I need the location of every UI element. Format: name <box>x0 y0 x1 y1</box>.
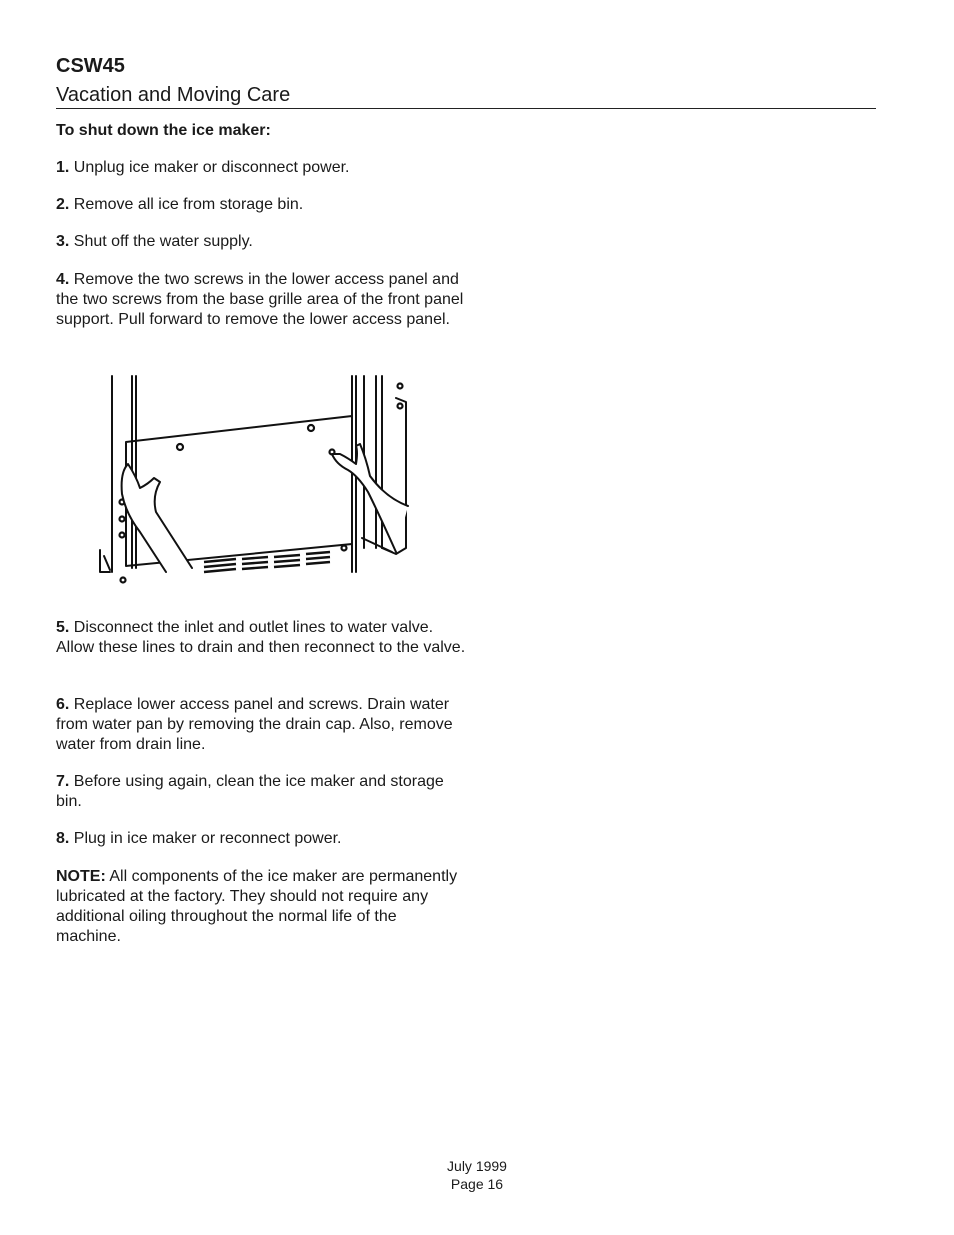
note-text: All components of the ice maker are permanently lubricated at the factory. They should not require any additional oiling throughout the normal life of the machine. <box>56 868 458 945</box>
header-rule <box>56 108 876 109</box>
procedure-subhead: To shut down the ice maker: <box>56 122 271 139</box>
step-number: 6. <box>56 696 70 713</box>
access-panel-illustration <box>96 372 412 586</box>
model-title: CSW45 <box>56 55 125 77</box>
step-3 <box>56 232 466 252</box>
step-text: Disconnect the inlet and outlet lines to water valve. Allow these lines to drain and then reconnect to the valve. <box>56 619 466 656</box>
footer-date: July 1999 <box>447 1158 507 1174</box>
step-text: Remove the two screws in the lower access panel and the two screws from the base grille area of the front panel support. Pull forward to remove the lower access panel. <box>56 271 464 328</box>
step-text: Before using again, clean the ice maker and storage bin. <box>56 773 444 810</box>
footer-page-number: Page 16 <box>450 1176 504 1192</box>
step-text: Replace lower access panel and screws. Drain water from water pan by removing the drain cap. Also, remove water from drain line. <box>56 696 453 753</box>
step-7 <box>56 772 466 812</box>
step-8 <box>56 829 466 849</box>
step-number: 2. <box>56 196 70 213</box>
step-text: Plug in ice maker or reconnect power. <box>69 830 342 847</box>
step-number: 3. <box>56 233 70 250</box>
step-6 <box>56 695 466 755</box>
step-text: Unplug ice maker or disconnect power. <box>69 159 350 176</box>
step-number: 1. <box>56 159 70 176</box>
step-2 <box>56 195 466 215</box>
step-number: 4. <box>56 271 70 288</box>
step-1 <box>56 158 466 178</box>
step-text: Shut off the water supply. <box>69 233 253 250</box>
step-5 <box>56 618 466 658</box>
step-text: Remove all ice from storage bin. <box>69 196 304 213</box>
note-block <box>56 867 466 947</box>
step-number: 8. <box>56 830 70 847</box>
step-number: 5. <box>56 619 70 636</box>
step-number: 7. <box>56 773 70 790</box>
step-4 <box>56 270 466 330</box>
note-label: NOTE: <box>56 868 106 885</box>
section-title: Vacation and Moving Care <box>56 84 291 106</box>
